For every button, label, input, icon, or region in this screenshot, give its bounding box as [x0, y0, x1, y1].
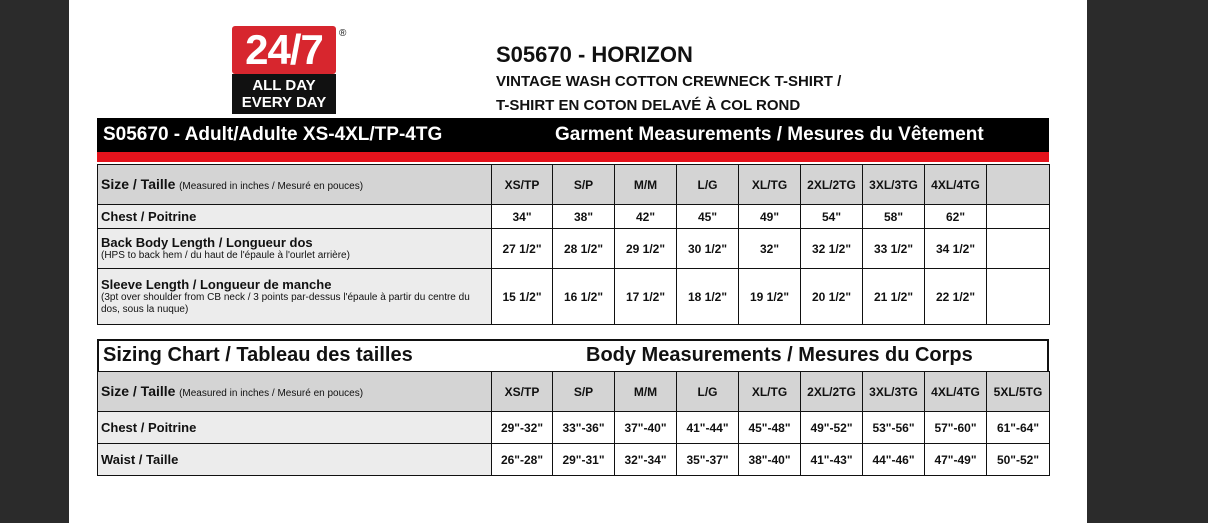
value-cell: 41"-43"	[801, 444, 863, 476]
garment-measurements-table	[97, 164, 1050, 325]
size-cell: 4XL/4TG	[925, 372, 987, 412]
value-cell: 54"	[801, 205, 863, 229]
value-cell: 47"-49"	[925, 444, 987, 476]
value-cell: 26"-28"	[492, 444, 553, 476]
value-cell: 34 1/2"	[925, 229, 987, 269]
value-cell: 21 1/2"	[863, 269, 925, 325]
size-cell: 2XL/2TG	[801, 372, 863, 412]
row-label-cell	[98, 269, 492, 325]
logo-247-text: 24/7	[232, 26, 336, 74]
value-cell: 42"	[615, 205, 677, 229]
table-row	[98, 205, 1050, 229]
body-header-bar	[97, 339, 1049, 373]
value-cell: 45"-48"	[739, 412, 801, 444]
table-row	[98, 444, 1050, 476]
size-cell: 2XL/2TG	[801, 165, 863, 205]
body-header-right: Body Measurements / Mesures du Corps	[586, 344, 973, 366]
size-label-cell	[98, 165, 492, 205]
size-cell: S/P	[553, 372, 615, 412]
row-label: Chest / Poitrine	[101, 420, 197, 435]
size-cell: L/G	[677, 372, 739, 412]
size-cell: 4XL/4TG	[925, 165, 987, 205]
value-cell: 29"-32"	[492, 412, 553, 444]
red-divider	[97, 152, 1049, 162]
value-cell: 49"	[739, 205, 801, 229]
table-row	[98, 412, 1050, 444]
product-title: S05670 - HORIZON	[496, 42, 693, 67]
size-label-cell	[98, 372, 492, 412]
value-cell: 58"	[863, 205, 925, 229]
value-cell: 32"-34"	[615, 444, 677, 476]
value-cell: 32"	[739, 229, 801, 269]
value-cell: 34"	[492, 205, 553, 229]
size-cell	[987, 165, 1050, 205]
registered-mark: ®	[339, 28, 347, 39]
row-label-cell	[98, 444, 492, 476]
row-note: (3pt over shoulder from CB neck / 3 points par-dessus l'épaule à partir du centre du dos, sous la nuque)	[101, 292, 470, 315]
value-cell: 32 1/2"	[801, 229, 863, 269]
size-label: Size / Taille	[101, 175, 176, 192]
value-cell: 30 1/2"	[677, 229, 739, 269]
value-cell: 41"-44"	[677, 412, 739, 444]
logo-tagline-line1: ALL DAY	[252, 77, 316, 94]
row-label: Chest / Poitrine	[101, 209, 197, 224]
value-cell	[987, 269, 1050, 325]
value-cell: 61"-64"	[987, 412, 1050, 444]
value-cell: 29 1/2"	[615, 229, 677, 269]
spec-sheet-page	[69, 0, 1087, 523]
garment-header-right: Garment Measurements / Mesures du Vêtement	[555, 124, 984, 145]
value-cell: 22 1/2"	[925, 269, 987, 325]
value-cell: 33"-36"	[553, 412, 615, 444]
row-label-cell	[98, 229, 492, 269]
value-cell: 44"-46"	[863, 444, 925, 476]
row-note: (HPS to back hem / du haut de l'épaule à l'ourlet arrière)	[101, 250, 350, 261]
value-cell: 17 1/2"	[615, 269, 677, 325]
size-cell: XS/TP	[492, 372, 553, 412]
value-cell	[987, 205, 1050, 229]
value-cell: 29"-31"	[553, 444, 615, 476]
product-subtitle-en: VINTAGE WASH COTTON CREWNECK T-SHIRT /	[496, 73, 842, 90]
body-size-row	[98, 372, 1050, 412]
value-cell: 37"-40"	[615, 412, 677, 444]
product-subtitle-fr: T-SHIRT EN COTON DELAVÉ À COL ROND	[496, 97, 801, 114]
size-cell: 3XL/3TG	[863, 165, 925, 205]
value-cell: 19 1/2"	[739, 269, 801, 325]
value-cell: 28 1/2"	[553, 229, 615, 269]
value-cell: 49"-52"	[801, 412, 863, 444]
row-label-cell	[98, 205, 492, 229]
value-cell: 53"-56"	[863, 412, 925, 444]
value-cell: 50"-52"	[987, 444, 1050, 476]
table-row	[98, 269, 1050, 325]
value-cell: 33 1/2"	[863, 229, 925, 269]
value-cell: 45"	[677, 205, 739, 229]
value-cell: 38"-40"	[739, 444, 801, 476]
value-cell: 57"-60"	[925, 412, 987, 444]
size-cell: M/M	[615, 372, 677, 412]
size-cell: S/P	[553, 165, 615, 205]
size-cell: XL/TG	[739, 165, 801, 205]
logo-tagline-line2: EVERY DAY	[241, 94, 327, 111]
value-cell	[987, 229, 1050, 269]
value-cell: 62"	[925, 205, 987, 229]
row-label: Back Body Length / Longueur dos	[101, 235, 313, 250]
garment-header-left: S05670 - Adult/Adulte XS-4XL/TP-4TG	[103, 124, 443, 145]
size-cell: 3XL/3TG	[863, 372, 925, 412]
garment-size-row	[98, 165, 1050, 205]
value-cell: 35"-37"	[677, 444, 739, 476]
value-cell: 16 1/2"	[553, 269, 615, 325]
table-row	[98, 229, 1050, 269]
body-header-left: Sizing Chart / Tableau des tailles	[103, 344, 413, 366]
size-cell: L/G	[677, 165, 739, 205]
value-cell: 15 1/2"	[492, 269, 553, 325]
row-label-cell	[98, 412, 492, 444]
value-cell: 38"	[553, 205, 615, 229]
size-cell: M/M	[615, 165, 677, 205]
row-label: Waist / Taille	[101, 452, 179, 467]
value-cell: 18 1/2"	[677, 269, 739, 325]
logo-tagline	[232, 74, 336, 114]
body-measurements-table	[97, 371, 1050, 476]
brand-logo	[232, 26, 347, 114]
size-note: (Measured in inches / Mesuré en pouces)	[179, 387, 364, 399]
row-label: Sleeve Length / Longueur de manche	[101, 277, 332, 292]
size-label: Size / Taille	[101, 382, 176, 399]
value-cell: 27 1/2"	[492, 229, 553, 269]
garment-header-bar	[97, 118, 1049, 152]
size-cell: XS/TP	[492, 165, 553, 205]
size-cell: XL/TG	[739, 372, 801, 412]
value-cell: 20 1/2"	[801, 269, 863, 325]
size-cell: 5XL/5TG	[987, 372, 1050, 412]
size-note: (Measured in inches / Mesuré en pouces)	[179, 180, 364, 192]
